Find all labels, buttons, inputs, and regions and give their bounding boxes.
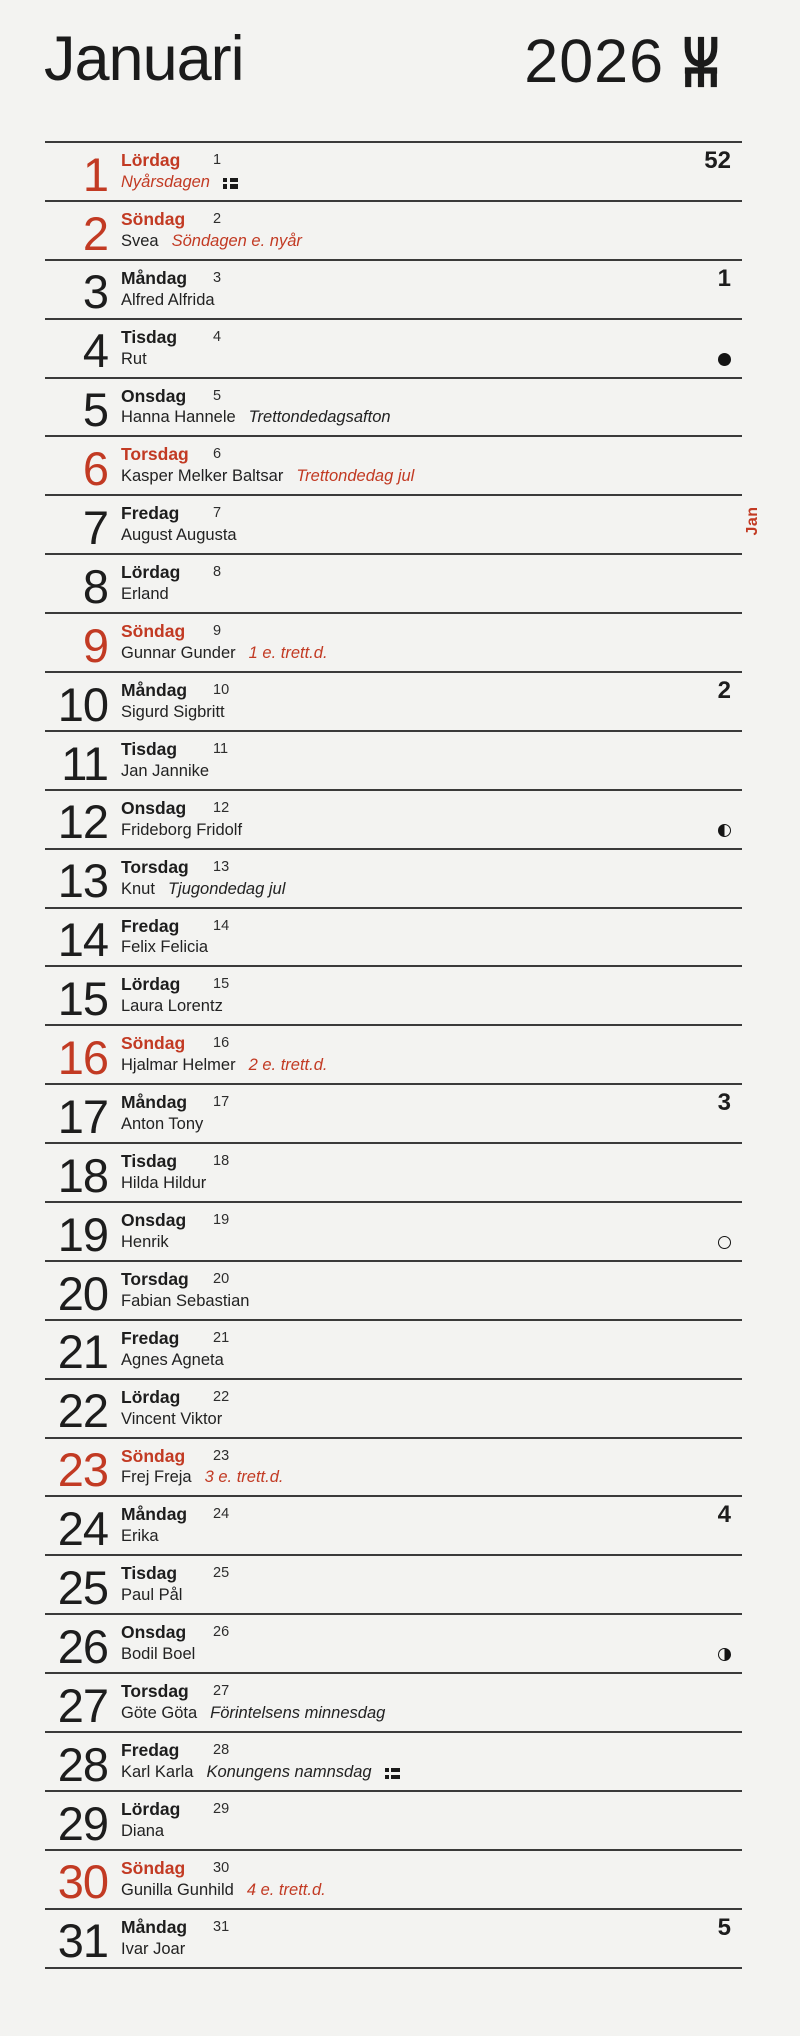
day-note: 3 e. trett.d. xyxy=(204,1468,284,1487)
name-days: Erland xyxy=(121,585,169,604)
weekday-label: Söndag xyxy=(121,1033,186,1054)
name-days: Anton Tony xyxy=(121,1115,204,1134)
name-days: Bodil Boel xyxy=(121,1645,196,1664)
day-row xyxy=(45,1439,742,1498)
date-small: 24 xyxy=(213,1506,230,1523)
day-number: 11 xyxy=(61,736,108,790)
day-number: 8 xyxy=(82,559,108,613)
day-row xyxy=(45,1792,742,1851)
day-row xyxy=(45,791,742,850)
day-details xyxy=(121,703,225,722)
year-group xyxy=(524,27,722,95)
month-title: Januari xyxy=(44,24,244,94)
day-row xyxy=(45,1380,742,1439)
day-details xyxy=(121,1822,164,1841)
name-days: Frideborg Fridolf xyxy=(121,820,243,839)
day-number: 28 xyxy=(57,1737,108,1791)
day-number: 27 xyxy=(57,1678,108,1732)
day-list xyxy=(45,141,742,1969)
day-row xyxy=(45,496,742,555)
week-number: 4 xyxy=(717,1501,731,1529)
weekday-label: Torsdag xyxy=(121,1681,189,1702)
day-number: 21 xyxy=(57,1325,108,1379)
name-days: Erika xyxy=(121,1527,159,1546)
day-details xyxy=(121,1174,206,1193)
day-note: Tjugondedag jul xyxy=(167,879,286,898)
name-days: Svea xyxy=(121,231,159,250)
name-days: Rut xyxy=(121,349,147,368)
day-note: Konungens namnsdag xyxy=(206,1762,372,1781)
day-number: 9 xyxy=(82,618,108,672)
name-days: Agnes Agneta xyxy=(121,1350,224,1369)
day-number: 17 xyxy=(57,1089,108,1143)
name-days: Fabian Sebastian xyxy=(121,1291,250,1310)
day-row xyxy=(45,850,742,909)
date-small: 17 xyxy=(213,1094,230,1111)
weekday-label: Fredag xyxy=(121,503,180,524)
weekday-label: Fredag xyxy=(121,1740,180,1761)
date-small: 25 xyxy=(213,1565,230,1582)
date-small: 31 xyxy=(213,1918,230,1935)
weekday-label: Tisdag xyxy=(121,326,178,347)
first-quarter-moon-icon xyxy=(718,824,731,837)
date-small: 23 xyxy=(213,1447,230,1464)
date-small: 5 xyxy=(213,387,222,404)
weekday-label: Tisdag xyxy=(121,1563,178,1584)
name-days: Hanna Hannele xyxy=(121,408,236,427)
day-details xyxy=(121,1940,185,1959)
name-days: Hilda Hildur xyxy=(121,1174,207,1193)
week-number: 3 xyxy=(717,1089,731,1117)
weekday-label: Tisdag xyxy=(121,1151,178,1172)
day-note: Nyårsdagen xyxy=(121,172,210,191)
day-details xyxy=(121,1881,326,1900)
name-days: Göte Göta xyxy=(121,1704,198,1723)
day-details xyxy=(121,1763,400,1782)
day-number: 2 xyxy=(82,206,108,260)
day-row xyxy=(45,967,742,1026)
weekday-label: Torsdag xyxy=(121,1268,189,1289)
weekday-label: Måndag xyxy=(121,267,188,288)
day-number: 31 xyxy=(57,1914,108,1968)
week-number: 2 xyxy=(717,677,731,705)
day-details xyxy=(121,1351,224,1370)
date-small: 21 xyxy=(213,1329,230,1346)
day-number: 20 xyxy=(57,1266,108,1320)
name-days: Vincent Viktor xyxy=(121,1409,223,1428)
day-details xyxy=(121,1056,327,1075)
weekday-label: Torsdag xyxy=(121,444,189,465)
day-row xyxy=(45,1497,742,1556)
date-small: 28 xyxy=(213,1742,230,1759)
day-details xyxy=(121,350,147,369)
runic-year-staff-icon xyxy=(680,34,722,89)
day-details xyxy=(121,1410,222,1429)
name-days: Ivar Joar xyxy=(121,1939,186,1958)
day-details xyxy=(121,1527,159,1546)
day-number: 25 xyxy=(57,1561,108,1615)
day-row xyxy=(45,1910,742,1969)
name-days: Kasper Melker Baltsar xyxy=(121,467,284,486)
day-row xyxy=(45,1615,742,1674)
week-number: 5 xyxy=(717,1913,731,1941)
date-small: 30 xyxy=(213,1859,230,1876)
day-details xyxy=(121,762,209,781)
weekday-label: Lördag xyxy=(121,1386,181,1407)
day-row xyxy=(45,261,742,320)
day-row xyxy=(45,1026,742,1085)
date-small: 3 xyxy=(213,269,222,286)
day-note: 4 e. trett.d. xyxy=(246,1880,326,1899)
name-days: August Augusta xyxy=(121,526,237,545)
day-row xyxy=(45,379,742,438)
day-details xyxy=(121,173,238,192)
date-small: 26 xyxy=(213,1624,230,1641)
date-small: 8 xyxy=(213,564,222,581)
day-number: 16 xyxy=(57,1031,108,1085)
day-note: Förintelsens minnesdag xyxy=(210,1704,386,1723)
name-days: Karl Karla xyxy=(121,1762,194,1781)
weekday-label: Onsdag xyxy=(121,385,187,406)
day-row xyxy=(45,143,742,202)
day-details xyxy=(121,1645,195,1664)
day-row xyxy=(45,1321,742,1380)
name-days: Gunnar Gunder xyxy=(121,644,236,663)
date-small: 15 xyxy=(213,976,230,993)
date-small: 4 xyxy=(213,328,222,345)
day-number: 18 xyxy=(57,1148,108,1202)
day-row xyxy=(45,320,742,379)
name-days: Sigurd Sigbritt xyxy=(121,702,225,721)
day-number: 14 xyxy=(57,913,108,967)
date-small: 12 xyxy=(213,799,230,816)
day-row xyxy=(45,909,742,968)
date-small: 27 xyxy=(213,1683,230,1700)
week-number: 52 xyxy=(704,147,731,174)
weekday-label: Onsdag xyxy=(121,1210,187,1231)
day-details xyxy=(121,938,208,957)
day-note: 2 e. trett.d. xyxy=(248,1056,328,1075)
day-row xyxy=(45,614,742,673)
new-moon-icon xyxy=(718,353,731,366)
day-row xyxy=(45,1144,742,1203)
day-number: 1 xyxy=(82,147,108,201)
name-days: Frej Freja xyxy=(121,1468,192,1487)
swedish-flag-icon xyxy=(223,178,238,189)
name-days: Laura Lorentz xyxy=(121,997,223,1016)
day-number: 23 xyxy=(57,1443,108,1497)
date-small: 14 xyxy=(213,917,230,934)
weekday-label: Lördag xyxy=(121,1798,181,1819)
swedish-flag-icon xyxy=(385,1768,400,1779)
day-number: 3 xyxy=(82,265,108,319)
day-row xyxy=(45,1262,742,1321)
day-details xyxy=(121,1292,249,1311)
name-days: Paul Pål xyxy=(121,1586,183,1605)
day-details xyxy=(121,880,285,899)
day-details xyxy=(121,232,302,251)
day-details xyxy=(121,644,328,663)
day-number: 22 xyxy=(57,1384,108,1438)
day-number: 13 xyxy=(57,854,108,908)
day-row xyxy=(45,732,742,791)
date-small: 6 xyxy=(213,446,222,463)
full-moon-icon xyxy=(718,1236,731,1249)
day-note: 1 e. trett.d. xyxy=(248,644,328,663)
weekday-label: Söndag xyxy=(121,621,186,642)
day-number: 29 xyxy=(57,1796,108,1850)
weekday-label: Onsdag xyxy=(121,1622,187,1643)
date-small: 10 xyxy=(213,682,230,699)
day-number: 6 xyxy=(82,442,108,496)
day-row xyxy=(45,1203,742,1262)
weekday-label: Måndag xyxy=(121,1092,188,1113)
day-row xyxy=(45,1556,742,1615)
last-quarter-moon-icon xyxy=(718,1648,731,1661)
weekday-label: Torsdag xyxy=(121,856,189,877)
date-small: 19 xyxy=(213,1212,230,1229)
weekday-label: Söndag xyxy=(121,1857,186,1878)
day-details xyxy=(121,526,237,545)
month-side-tab: Jan xyxy=(744,506,761,536)
day-row xyxy=(45,1733,742,1792)
weekday-label: Måndag xyxy=(121,1916,188,1937)
name-days: Felix Felicia xyxy=(121,938,209,957)
weekday-label: Fredag xyxy=(121,1327,180,1348)
day-note: Söndagen e. nyår xyxy=(171,231,302,250)
date-small: 29 xyxy=(213,1800,230,1817)
day-details xyxy=(121,1233,169,1252)
weekday-label: Lördag xyxy=(121,150,181,170)
day-details xyxy=(121,408,391,427)
day-row xyxy=(45,555,742,614)
day-row xyxy=(45,437,742,496)
weekday-label: Söndag xyxy=(121,1445,186,1466)
day-row xyxy=(45,673,742,732)
day-number: 12 xyxy=(57,795,108,849)
day-row xyxy=(45,1851,742,1910)
date-small: 7 xyxy=(213,505,222,522)
date-small: 11 xyxy=(213,740,229,757)
day-number: 24 xyxy=(57,1502,108,1556)
weekday-label: Lördag xyxy=(121,974,181,995)
day-note: Trettondedagsafton xyxy=(248,408,391,427)
date-small: 18 xyxy=(213,1153,230,1170)
day-number: 5 xyxy=(82,383,108,437)
day-details xyxy=(121,585,169,604)
date-small: 16 xyxy=(213,1035,230,1052)
day-details xyxy=(121,467,414,486)
day-number: 19 xyxy=(57,1207,108,1261)
day-number: 26 xyxy=(57,1619,108,1673)
day-details xyxy=(121,1468,283,1487)
weekday-label: Onsdag xyxy=(121,797,187,818)
name-days: Jan Jannike xyxy=(121,761,210,780)
day-details xyxy=(121,997,223,1016)
weekday-label: Lördag xyxy=(121,562,181,583)
day-row xyxy=(45,202,742,261)
day-number: 10 xyxy=(57,677,108,731)
day-number: 7 xyxy=(82,501,108,554)
day-details xyxy=(121,1115,203,1134)
weekday-label: Söndag xyxy=(121,208,186,229)
date-small: 9 xyxy=(213,623,222,640)
day-number: 30 xyxy=(57,1855,108,1909)
weekday-label: Måndag xyxy=(121,1504,188,1525)
calendar-header xyxy=(0,0,800,141)
day-note: Trettondedag jul xyxy=(296,467,415,486)
weekday-label: Fredag xyxy=(121,915,180,936)
name-days: Hjalmar Helmer xyxy=(121,1056,236,1075)
name-days: Gunilla Gunhild xyxy=(121,1880,234,1899)
day-details xyxy=(121,1704,385,1723)
weekday-label: Måndag xyxy=(121,680,188,701)
day-row xyxy=(45,1674,742,1733)
date-small: 20 xyxy=(213,1270,230,1287)
week-number: 1 xyxy=(717,264,731,292)
weekday-label: Tisdag xyxy=(121,738,178,759)
day-details xyxy=(121,291,215,310)
year-label: 2026 xyxy=(524,27,664,95)
date-small: 2 xyxy=(213,210,222,227)
name-days: Knut xyxy=(121,879,155,898)
name-days: Diana xyxy=(121,1821,165,1840)
name-days: Alfred Alfrida xyxy=(121,290,215,309)
date-small: 1 xyxy=(213,152,222,168)
day-number: 15 xyxy=(57,972,108,1026)
day-details xyxy=(121,821,242,840)
day-number: 4 xyxy=(82,324,108,378)
date-small: 13 xyxy=(213,858,230,875)
name-days: Henrik xyxy=(121,1232,169,1251)
day-row xyxy=(45,1085,742,1144)
day-details xyxy=(121,1586,182,1605)
date-small: 22 xyxy=(213,1388,230,1405)
